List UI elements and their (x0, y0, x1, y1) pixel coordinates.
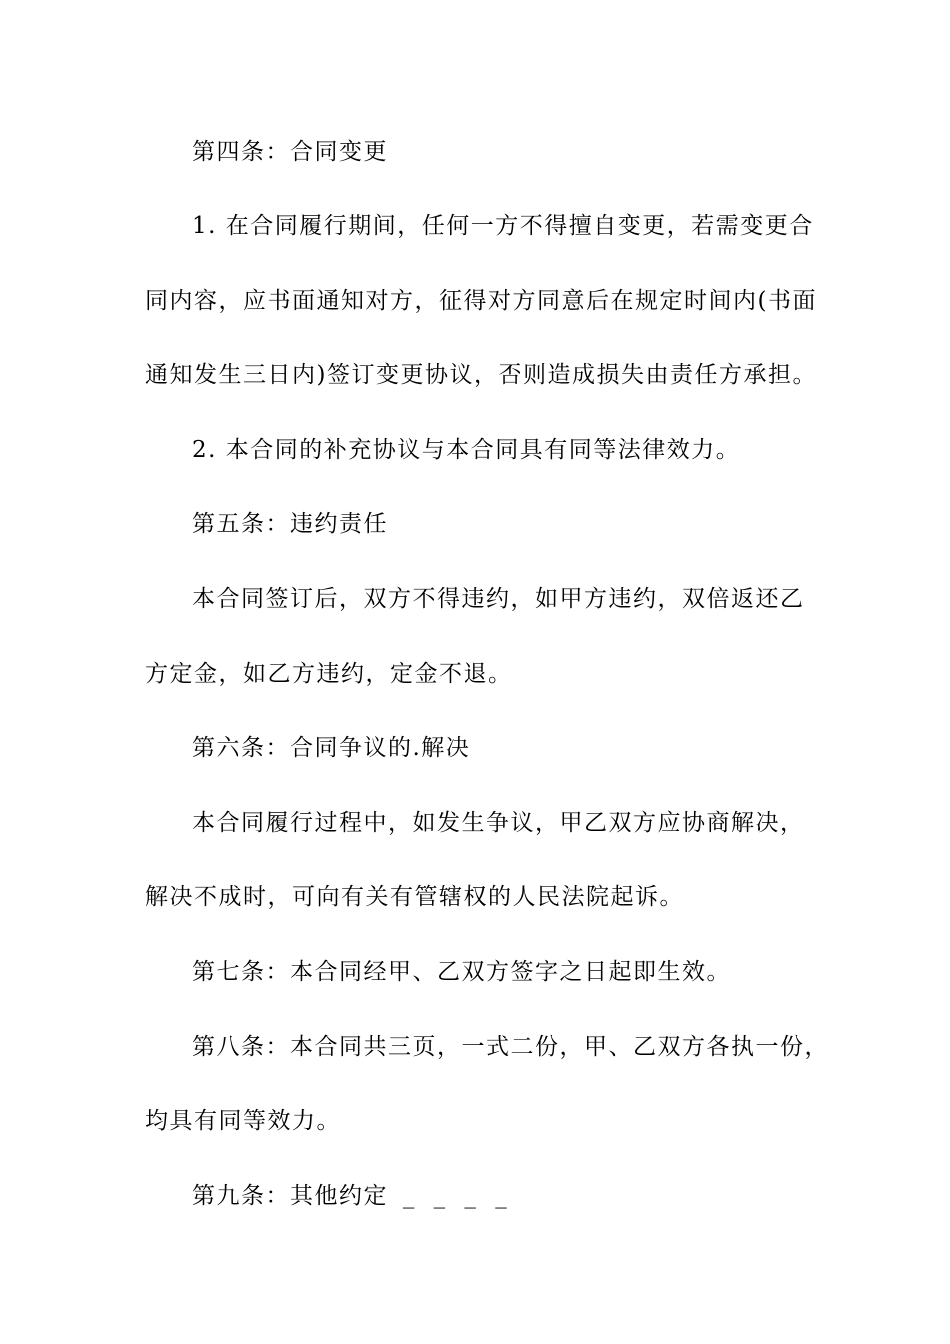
article-4-clause-1-line-1: 1. 在合同履行期间，任何一方不得擅自变更，若需变更合 (192, 213, 814, 239)
article-6-body-line-2: 解决不成时，可向有关有管辖权的人民法院起诉。 (145, 884, 684, 910)
fill-in-blank: _ _ _ _ (402, 1183, 513, 1209)
article-8-line-2: 均具有同等效力。 (145, 1108, 341, 1134)
article-5-body-line-2: 方定金，如乙方违约，定金不退。 (145, 661, 513, 687)
article-4-clause-1-line-2: 同内容，应书面通知对方，征得对方同意后在规定时间内(书面 (145, 288, 817, 314)
article-7: 第七条：本合同经甲、乙双方签字之日起即生效。 (192, 959, 731, 985)
article-9-label: 第九条：其他约定 (192, 1183, 388, 1209)
article-6-body-line-1: 本合同履行过程中，如发生争议，甲乙双方应协商解决， (192, 810, 805, 836)
article-5-heading: 第五条：违约责任 (192, 511, 388, 537)
article-8-line-1: 第八条：本合同共三页，一式二份，甲、乙双方各执一份， (192, 1034, 829, 1060)
article-9 (192, 1181, 513, 1211)
article-5-body-line-1: 本合同签订后，双方不得违约，如甲方违约，双倍返还乙 (192, 586, 805, 612)
article-6-heading: 第六条：合同争议的.解决 (192, 735, 471, 761)
article-4-heading: 第四条：合同变更 (192, 139, 388, 165)
article-4-clause-2: 2. 本合同的补充协议与本合同具有同等法律效力。 (192, 437, 741, 463)
article-4-clause-1-line-3: 通知发生三日内)签订变更协议，否则造成损失由责任方承担。 (145, 362, 817, 388)
